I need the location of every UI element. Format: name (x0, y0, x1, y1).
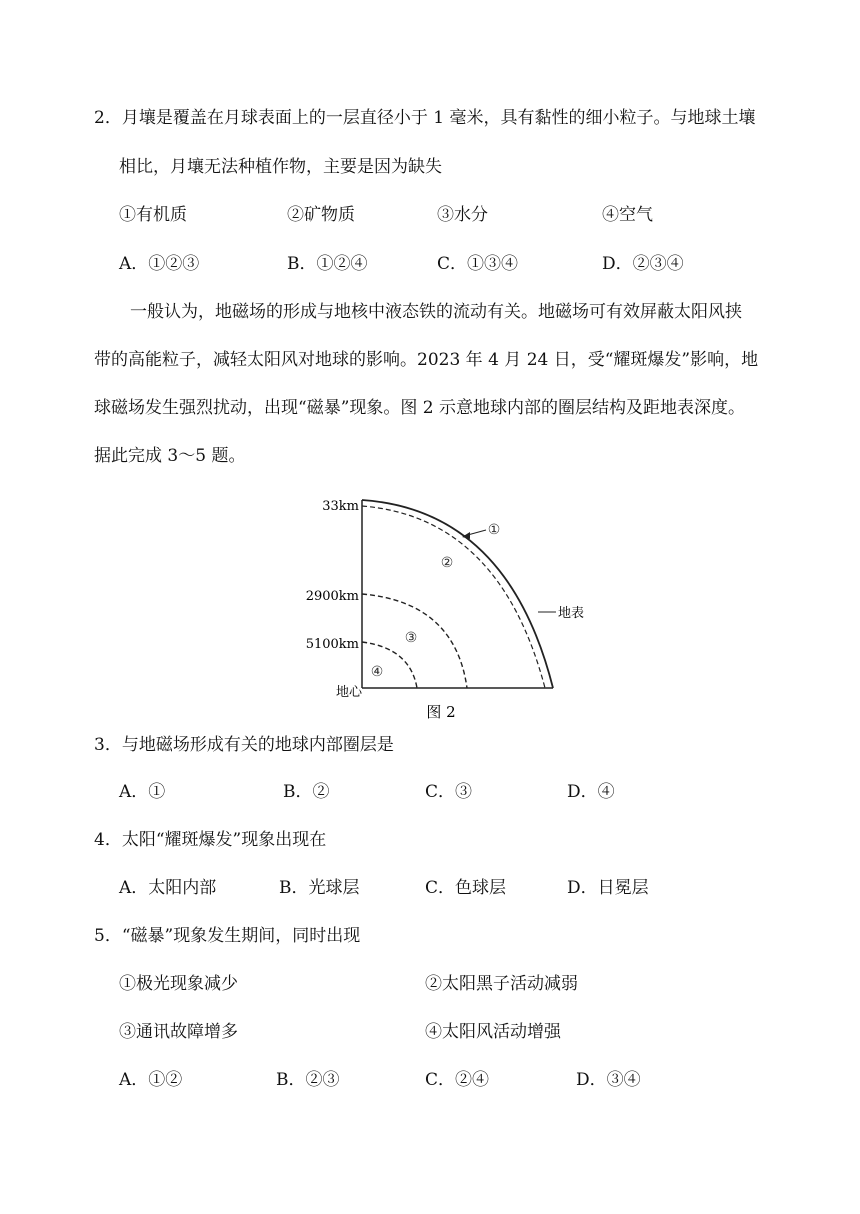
q5-option-b: B．②③ (276, 1070, 340, 1090)
q4-option-c: C．色球层 (425, 878, 507, 898)
surface-label: 地表 (558, 606, 585, 621)
layer-label-4: ④ (370, 664, 384, 680)
surface-arc (362, 500, 553, 688)
passage-line3: 球磁场发生强烈扰动，出现“磁暴”现象。图 2 示意地球内部的圈层结构及距地表深度。 (94, 398, 746, 418)
q5-item-1: ①极光现象减少 (119, 974, 238, 994)
q5-option-a: A．①② (119, 1070, 183, 1090)
q2-option-d: D．②③④ (602, 254, 684, 274)
layer-label-3: ③ (404, 630, 418, 646)
depth-label-center: 地心 (335, 685, 362, 700)
q4-stem: 4．太阳“耀斑爆发”现象出现在 (94, 830, 327, 850)
q2-option-c: C．①③④ (437, 254, 519, 274)
q2-stem-line1: 2．月壤是覆盖在月球表面上的一层直径小于 1 毫米，具有黏性的细小粒子。与地球土壤 (94, 108, 756, 128)
depth-label-2900km: 2900km (305, 589, 359, 604)
passage-line4: 据此完成 3～5 题。 (94, 446, 246, 466)
q5-item-3: ③通讯故障增多 (119, 1022, 238, 1042)
depth-label-5100km: 5100km (305, 637, 359, 652)
q2-option-a: A．①②③ (119, 254, 200, 274)
layer-label-1: ① (487, 522, 501, 538)
q2-item-2: ②矿物质 (287, 205, 355, 225)
q3-option-c: C．③ (425, 782, 473, 802)
q5-item-2: ②太阳黑子活动减弱 (425, 974, 578, 994)
q4-option-b: B．光球层 (279, 878, 360, 898)
earth-interior-figure (300, 488, 600, 728)
q4-option-d: D．日冕层 (567, 878, 649, 898)
q2-item-4: ④空气 (602, 205, 653, 225)
figure-caption: 图 2 (426, 703, 456, 721)
q5-item-4: ④太阳风活动增强 (425, 1022, 561, 1042)
depth-label-33km: 33km (322, 499, 359, 514)
q5-option-d: D．③④ (576, 1070, 641, 1090)
q5-stem: 5．“磁暴”现象发生期间，同时出现 (94, 926, 361, 946)
passage-line1: 一般认为，地磁场的形成与地核中液态铁的流动有关。地磁场可有效屏蔽太阳风挟 (130, 302, 742, 322)
q3-option-a: A．① (119, 782, 166, 802)
q4-option-a: A．太阳内部 (119, 878, 217, 898)
layer-label-2: ② (440, 555, 454, 571)
q2-option-b: B．①②④ (287, 254, 368, 274)
q5-option-c: C．②④ (425, 1070, 490, 1090)
q2-item-1: ①有机质 (119, 205, 187, 225)
q3-stem: 3．与地磁场形成有关的地球内部圈层是 (94, 735, 394, 755)
q2-stem-line2: 相比，月壤无法种植作物，主要是因为缺失 (119, 157, 442, 177)
q2-item-3: ③水分 (437, 205, 488, 225)
q3-option-d: D．④ (567, 782, 615, 802)
passage-line2: 带的高能粒子，减轻太阳风对地球的影响。2023 年 4 月 24 日，受“耀斑爆发”影响，地 (94, 350, 759, 370)
q3-option-b: B．② (283, 782, 330, 802)
